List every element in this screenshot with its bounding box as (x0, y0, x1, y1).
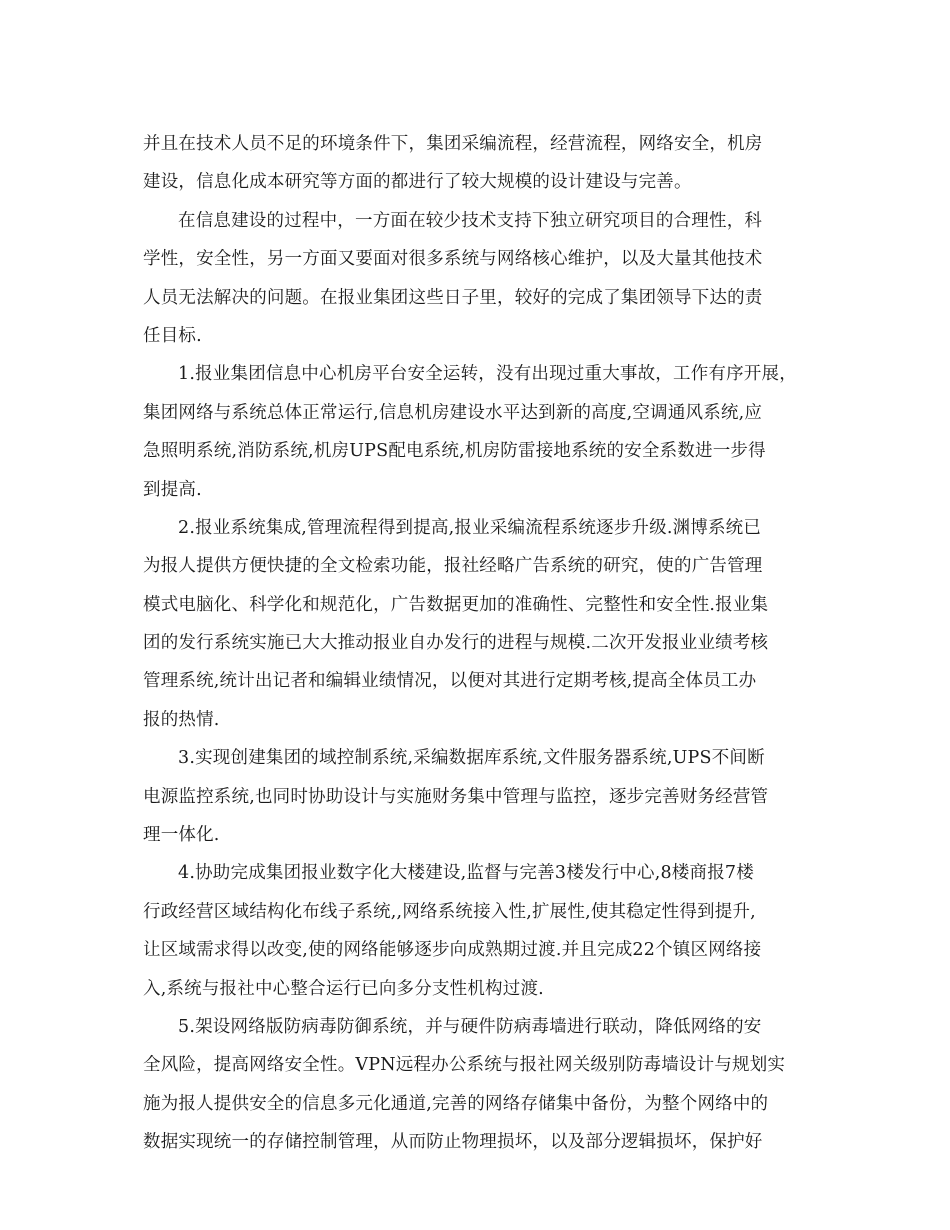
text-line: 2.报业系统集成,管理流程得到提高,报业采编流程系统逐步升级.渊博系统已 (178, 517, 762, 538)
text-line: 施为报人提供安全的信息多元化通道,完善的网络存储集中备份，为整个网络中的 (143, 1093, 769, 1114)
text-line: 4.协助完成集团报业数字化大楼建设,监督与完善3楼发行中心,8楼商报7楼 (178, 863, 754, 884)
text-line: 任目标. (143, 325, 202, 346)
text-line: 建设，信息化成本研究等方面的都进行了较大规模的设计建设与完善。 (143, 172, 692, 193)
text-line: 并且在技术人员不足的环境条件下，集团采编流程，经营流程，网络安全，机房 (143, 134, 763, 154)
text-line: 3.实现创建集团的域控制系统,采编数据库系统,文件服务器系统,UPS不间断 (178, 748, 765, 769)
text-line: 急照明系统,消防系统,机房UPS配电系统,机房防雷接地系统的安全系数进一步得 (143, 441, 766, 462)
text-line: 学性，安全性，另一方面又要面对很多系统与网络核心维护，以及大量其他技术 (143, 249, 763, 270)
text-line: 到提高. (143, 479, 202, 500)
text-line: 5.架设网络版防病毒防御系统，并与硬件防病毒墙进行联动，降低网络的安 (178, 1016, 762, 1037)
text-line: 让区域需求得以改变,使的网络能够逐步向成熟期过渡.并且完成22个镇区网络接 (143, 940, 762, 961)
text-line: 数据实现统一的存储控制管理，从而防止物理损坏，以及部分逻辑损坏，保护好 (143, 1132, 763, 1153)
text-line: 理一体化. (143, 825, 220, 846)
text-line: 管理系统,统计出记者和编辑业绩情况，以便对其进行定期考核,提高全体员工办 (143, 671, 757, 692)
text-line: 电源监控系统,也同时协助设计与实施财务集中管理与监控，逐步完善财务经营管 (143, 786, 769, 807)
text-line: 1.报业集团信息中心机房平台安全运转，没有出现过重大事故，工作有序开展， (178, 364, 797, 385)
text-line: 团的发行系统实施已大大推动报业自办发行的进程与规模.二次开发报业业绩考核 (143, 633, 769, 654)
text-line: 集团网络与系统总体正常运行,信息机房建设水平达到新的高度,空调通风系统,应 (143, 402, 763, 423)
text-line: 全风险，提高网络安全性。VPN远程办公系统与报社网关级别防毒墙设计与规划实 (143, 1055, 786, 1076)
text-line: 行政经营区域结构化布线子系统,,网络系统接入性,扩展性,使其稳定性得到提升, (143, 901, 756, 922)
document-body (143, 125, 813, 1162)
text-line: 入,系统与报社中心整合运行已向多分支性机构过渡. (143, 978, 544, 999)
text-line: 人员无法解决的问题。在报业集团这些日子里，较好的完成了集团领导下达的责 (143, 287, 763, 308)
text-line: 模式电脑化、科学化和规范化，广告数据更加的准确性、完整性和安全性.报业集 (143, 594, 769, 615)
text-line: 在信息建设的过程中，一方面在较少技术支持下独立研究项目的合理性，科 (178, 210, 763, 231)
text-line: 为报人提供方便快捷的全文检索功能，报社经略广告系统的研究，使的广告管理 (143, 556, 763, 577)
text-line: 报的热情. (143, 709, 220, 730)
